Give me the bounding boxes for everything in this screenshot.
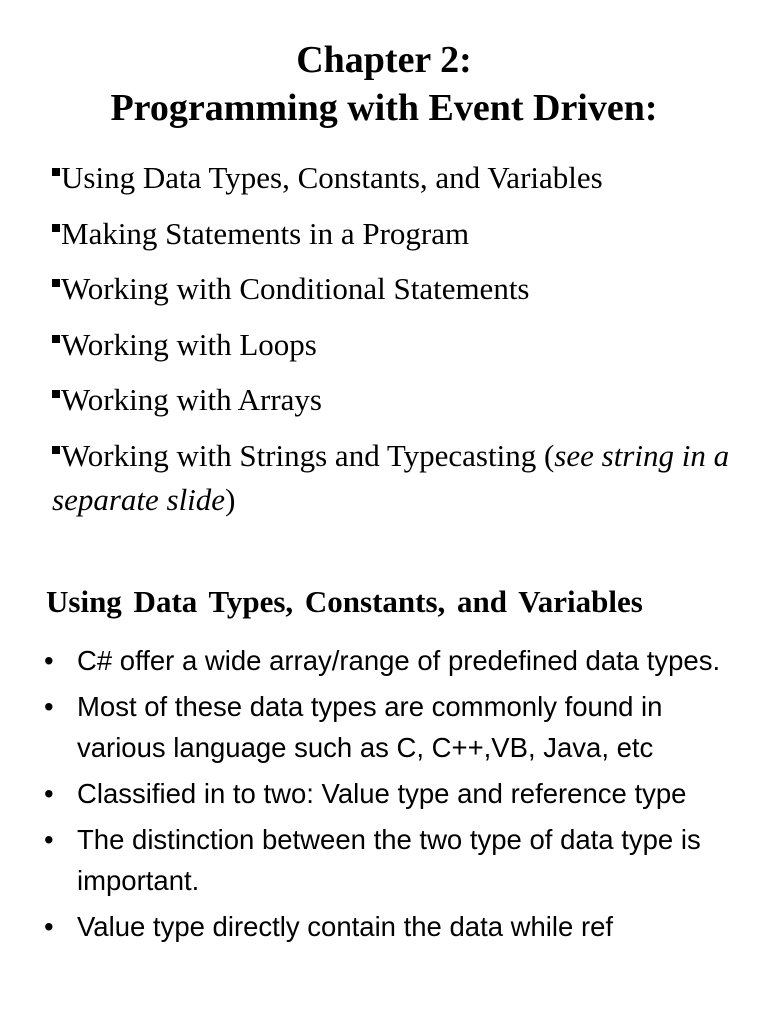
title-line-2: Programming with Event Driven: (110, 87, 658, 129)
topic-list (52, 156, 752, 533)
topic-item: Using Data Types, Constants, and Variables (52, 156, 752, 200)
list-item: • Most of these data types are commonly found in various language such as C, C++,VB, Java, etc (44, 686, 734, 768)
bullet-list (44, 640, 734, 952)
page-title (0, 36, 768, 132)
bullet-icon: • (44, 691, 54, 722)
square-bullet-icon (52, 446, 60, 454)
bullet-icon: • (44, 645, 54, 676)
list-item: • The distinction between the two type of data type is important. (44, 819, 734, 901)
topic-note: see string in a separate slide (52, 437, 730, 517)
topic-item: Working with Arrays (52, 378, 752, 422)
square-bullet-icon (52, 335, 60, 343)
bullet-icon: • (44, 911, 54, 942)
square-bullet-icon (52, 168, 60, 176)
topic-item-strings: Working with Strings and Typecasting (see string in a separate slide) (52, 437, 730, 517)
title-line-1: Chapter 2: (296, 39, 472, 81)
bullet-icon: • (44, 778, 54, 809)
list-item: • Classified in to two: Value type and reference type (44, 773, 734, 814)
list-item: • C# offer a wide array/range of predefined data types. (44, 640, 734, 681)
topic-item: Working with Conditional Statements (52, 267, 752, 311)
bullet-icon: • (44, 824, 54, 855)
list-item: • Value type directly contain the data while ref (44, 906, 734, 947)
square-bullet-icon (52, 224, 60, 232)
topic-item: Working with Loops (52, 323, 752, 367)
square-bullet-icon (52, 279, 60, 287)
topic-item: Making Statements in a Program (52, 212, 752, 256)
square-bullet-icon (52, 390, 60, 398)
section-heading: Using Data Types, Constants, and Variables (46, 584, 643, 619)
